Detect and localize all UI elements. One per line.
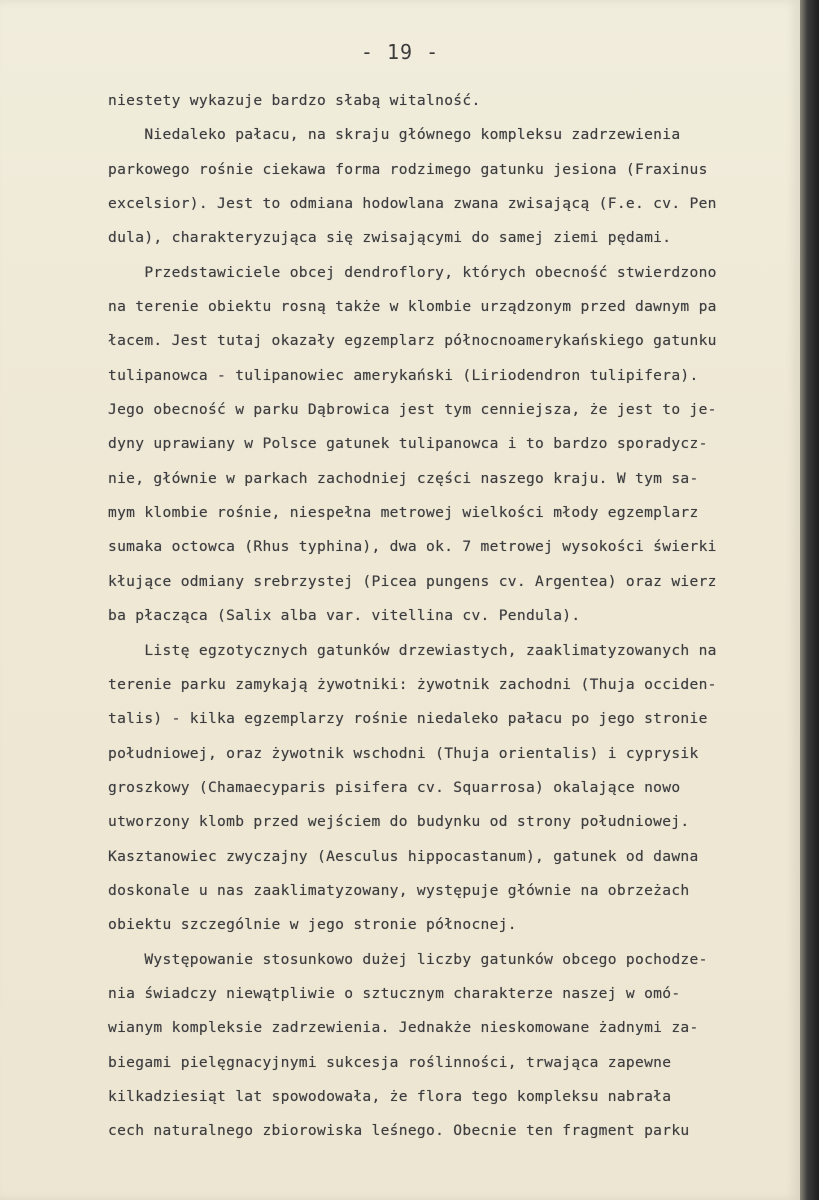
text-line: parkowego rośnie ciekawa forma rodzimego gatunku jesiona (Fraxinus (108, 160, 708, 178)
page-number: - 19 - (360, 40, 440, 64)
text-line: kłujące odmiany srebrzystej (Picea pungens cv. Argentea) oraz wierz (108, 572, 717, 590)
text-line: Występowanie stosunkowo dużej liczby gatunków obcego pochodze- (108, 950, 708, 968)
body-text (108, 84, 808, 1149)
text-line: niestety wykazuje bardzo słabą witalność. (108, 92, 481, 109)
text-line: obiektu szczególnie w jego stronie północnej. (108, 916, 517, 934)
text-line: Listę egzotycznych gatunków drzewiastych, zaaklimatyzowanych na (108, 641, 717, 659)
text-line: nie, głównie w parkach zachodniej części naszego kraju. W tym sa- (108, 469, 699, 487)
text-line: kilkadziesiąt lat spowodowała, że flora tego kompleksu nabrała (108, 1087, 672, 1105)
text-line: Przedstawiciele obcej dendroflory, których obecność stwierdzono (108, 263, 717, 281)
text-line: Niedaleko pałacu, na skraju głównego kompleksu zadrzewienia (108, 126, 681, 144)
text-line: Kasztanowiec zwyczajny (Aesculus hippocastanum), gatunek od dawna (108, 847, 699, 865)
text-line: nia świadczy niewątpliwie o sztucznym charakterze naszej w omó- (108, 984, 681, 1002)
text-line: groszkowy (Chamaecyparis pisifera cv. Squarrosa) okalające nowo (108, 778, 681, 796)
text-line: talis) - kilka egzemplarzy rośnie niedaleko pałacu po jego stronie (108, 710, 708, 728)
text-line: łacem. Jest tutaj okazały egzemplarz północnoamerykańskiego gatunku (108, 332, 717, 350)
text-line: na terenie obiektu rosną także w klombie urządzonym przed dawnym pa (108, 298, 717, 316)
text-line: utworzony klomb przed wejściem do budynku od strony południowej. (108, 813, 690, 831)
text-line: Jego obecność w parku Dąbrowica jest tym cenniejsza, że jest to je- (108, 401, 717, 419)
text-line: tulipanowca - tulipanowiec amerykański (Liriodendron tulipifera). (108, 366, 699, 384)
text-line: dula), charakteryzująca się zwisającymi do samej ziemi pędami. (108, 229, 672, 247)
text-line: ba płacząca (Salix alba var. vitellina cv. Pendula). (108, 607, 581, 625)
scan-edge (800, 0, 819, 1200)
text-line: excelsior). Jest to odmiana hodowlana zwana zwisającą (F.e. cv. Pen (108, 195, 717, 213)
text-line: sumaka octowca (Rhus typhina), dwa ok. 7 metrowej wysokości świerki (108, 538, 717, 556)
text-line: wianym kompleksie zadrzewienia. Jednakże nieskomowane żadnymi za- (108, 1019, 699, 1037)
text-line: doskonale u nas zaaklimatyzowany, występuje głównie na obrzeżach (108, 881, 690, 899)
text-line: terenie parku zamykają żywotniki: żywotnik zachodni (Thuja occiden- (108, 675, 717, 693)
text-line: mym klombie rośnie, niespełna metrowej wielkości młody egzemplarz (108, 504, 699, 522)
text-line: cech naturalnego zbiorowiska leśnego. Obecnie ten fragment parku (108, 1122, 690, 1140)
text-line: południowej, oraz żywotnik wschodni (Thuja orientalis) i cyprysik (108, 744, 699, 762)
text-line: biegami pielęgnacyjnymi sukcesja roślinności, trwająca zapewne (108, 1053, 672, 1071)
text-line: dyny uprawiany w Polsce gatunek tulipanowca i to bardzo sporadycz- (108, 435, 708, 453)
